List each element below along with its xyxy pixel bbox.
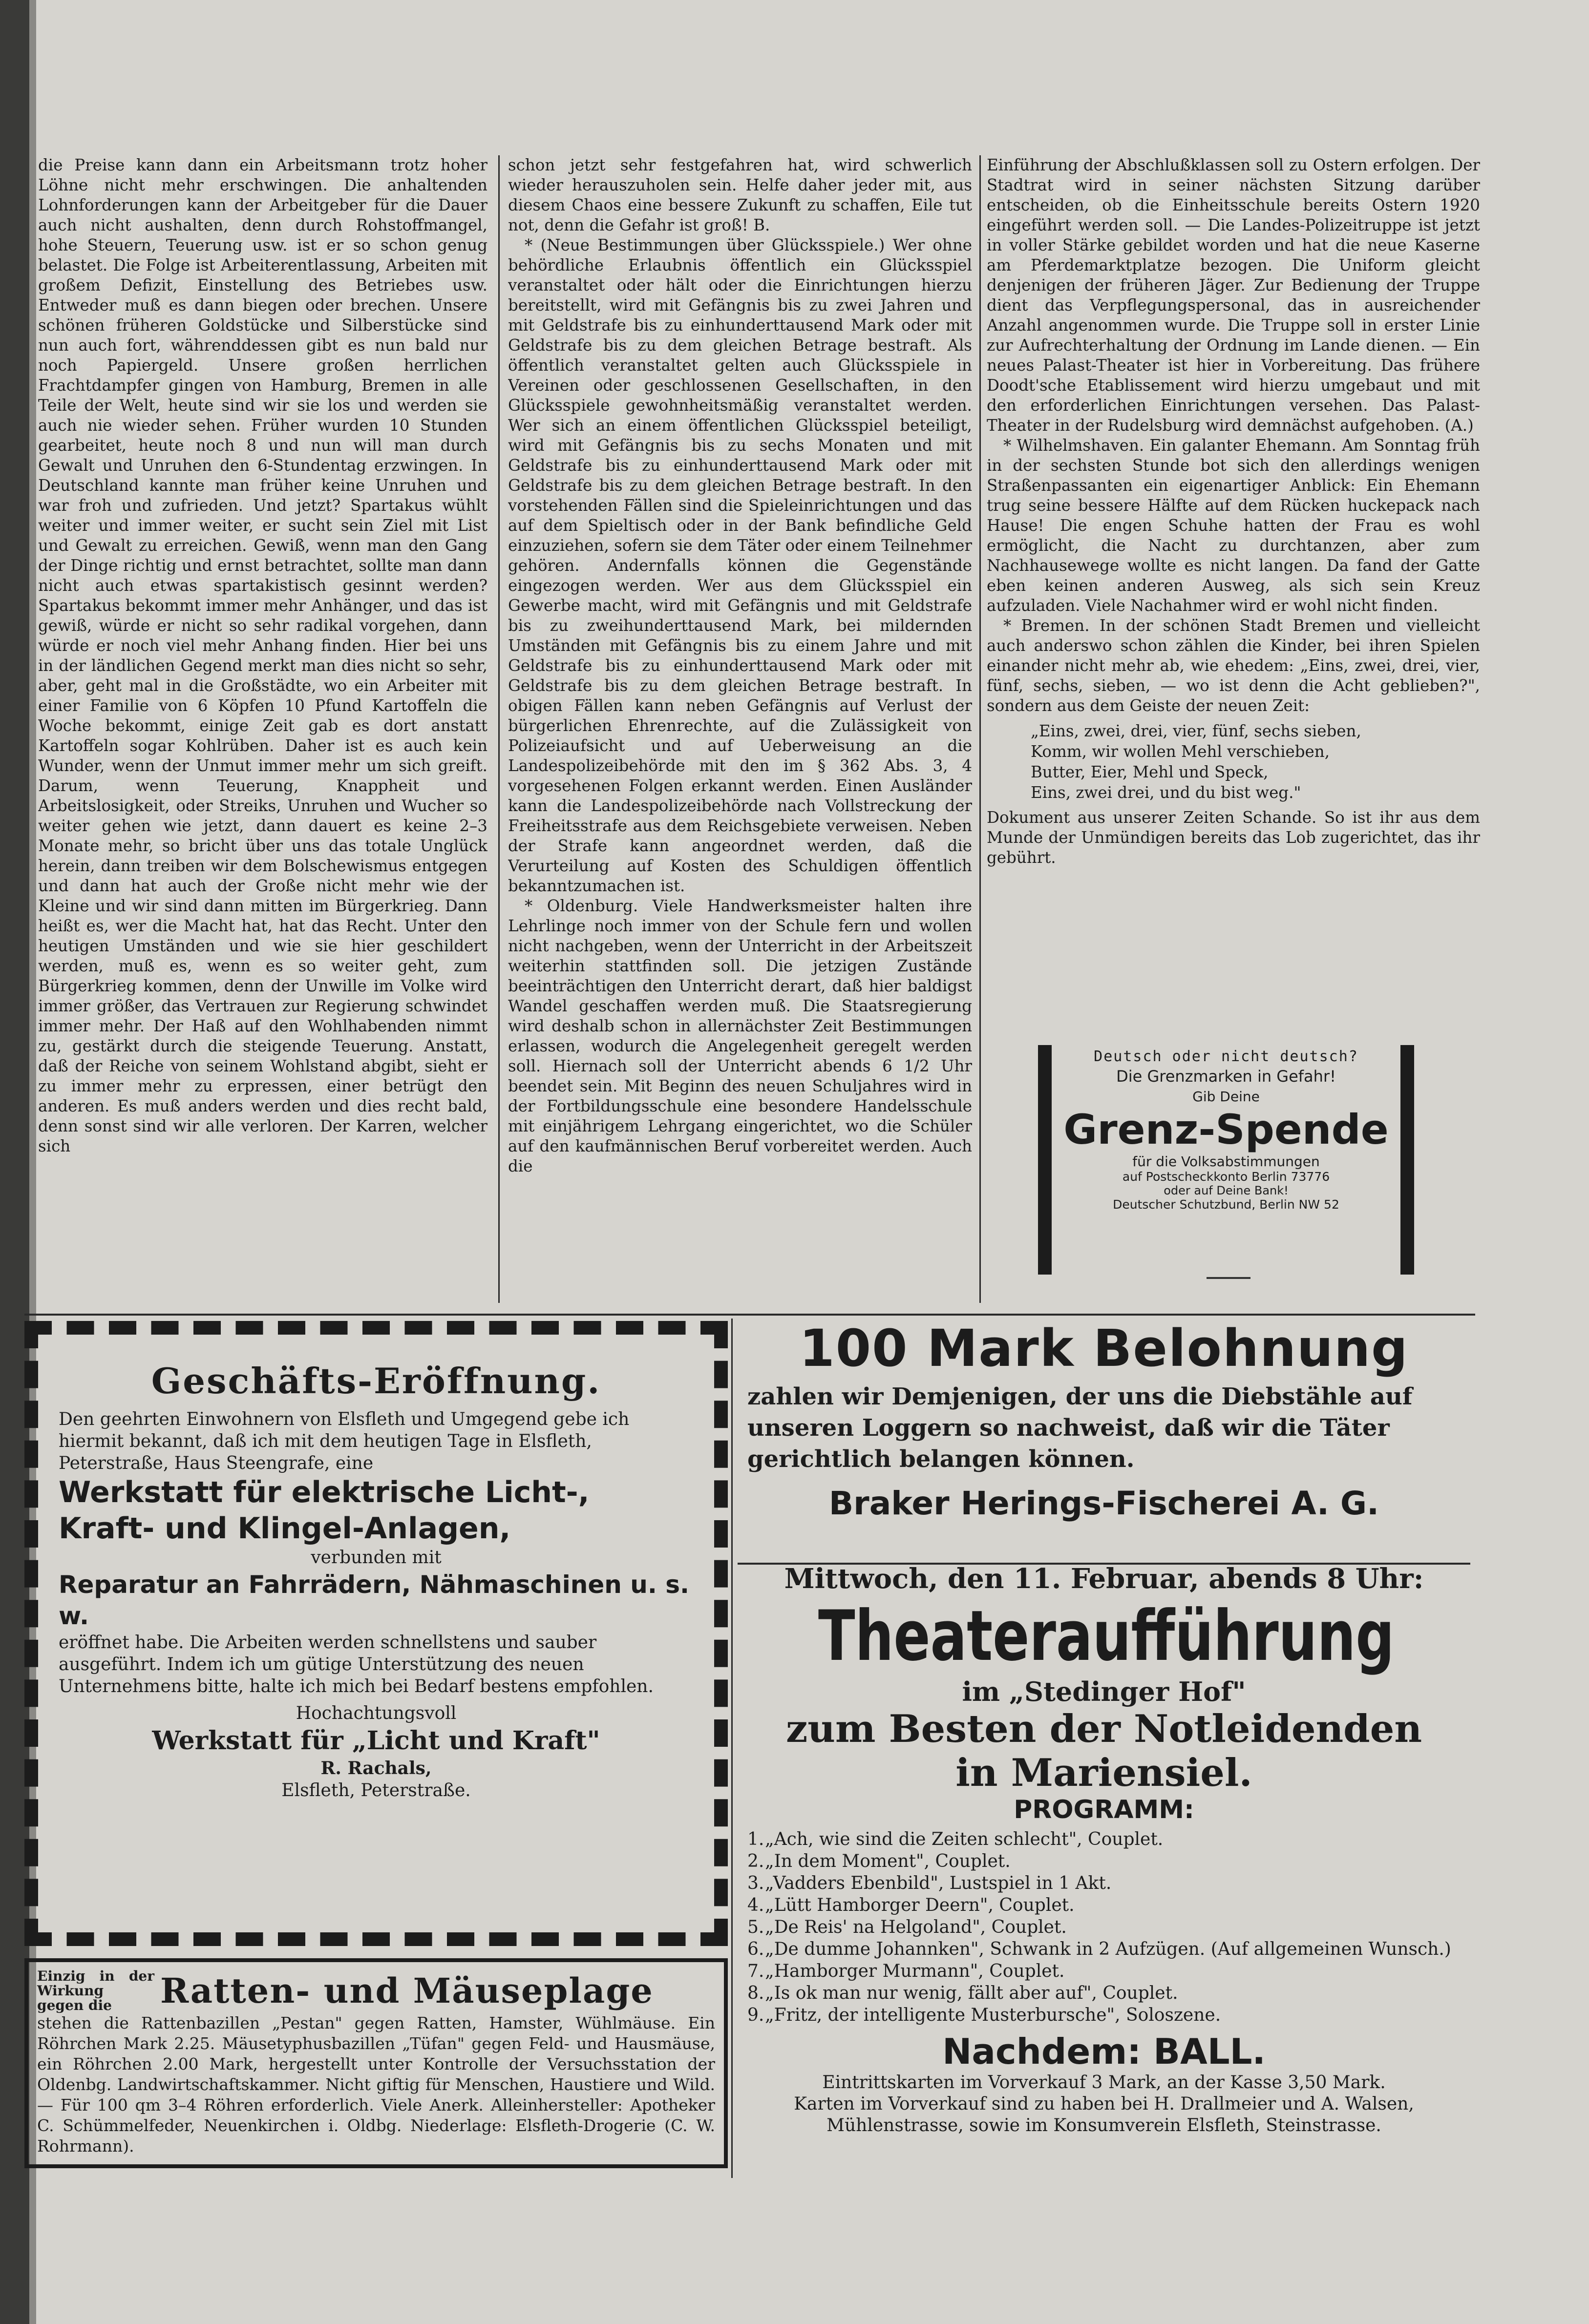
ad-headline: Werkstatt für elektrische Licht-, Kraft- und Klingel-Anlagen,: [59, 1475, 590, 1546]
ad-signature-name: R. Rachals,: [320, 1758, 432, 1779]
program-item: 6.„De dumme Johannken", Schwank in 2 Aufzügen. (Auf allgemeinen Wunsch.): [747, 1939, 1451, 1959]
ad-venue: im „Stedinger Hof": [962, 1676, 1246, 1707]
ad-line: für die Volksabstimmungen: [1132, 1153, 1320, 1170]
article-column-3: [987, 155, 1480, 1029]
ad-prefix: Einzig in der Wirkung gegen die: [37, 1968, 154, 2013]
article-paragraph: * (Neue Bestimmungen über Glücksspiele.) Wer ohne behördliche Erlaubnis öffentlich ein Glücksspiel veranstaltet oder hält oder die Einrichtungen hierzu bereitstellt, wird mit Gefängnis bis zu zwei Jahren und mit Geldstrafe bis zu einhunderttausend Mark oder mit Geldstrafe bis zu dem gleichen Betrage bestraft. Als öffentlich veranstaltet gelten auch Glücksspiele in Vereinen oder geschlossenen Gesellschaften, in den Glücksspiele gewohnheitsmäßig veranstaltet werden. Wer sich an einem öffentlichen Glücksspiel beteiligt, wird mit Gefängnis bis zu sechs Monaten und mit Geldstrafe bis zu einhunderttausend Mark oder mit Geldstrafe bis zu dem gleichen Betrage bestraft. In den vorstehenden Fällen sind die Spieleinrichtungen und das auf dem Spieltisch oder in der Bank befindliche Geld einzuziehen, sofern sie dem Täter oder einem Teilnehmer gehören. Andernfalls können die Gegenstände eingezogen werden. Wer aus dem Glücksspiel ein Gewerbe macht, wird mit Gefängnis und mit Geldstrafe bis zu zweihunderttausend Mark, bei mildernden Umständen mit Gefängnis bis zu einem Jahre und mit Geldstrafe bis zu einhunderttausend Mark oder mit Geldstrafe bis zu dem gleichen Betrage bestraft. In obigen Fällen kann neben Gefängnis auf Verlust der bürgerlichen Ehrenrechte, auf die Zulässigkeit von Polizeiaufsicht und auf Ueberweisung an die Landespolizeibehörde mit den im § 362 Abs. 3, 4 vorgesehenen Folgen erkannt werden. Einen Ausländer kann die Landespolizeibehörde nach Vollstreckung der Freiheitsstrafe aus dem Reichsgebiete verweisen. Neben der Strafe kann angeordnet werden, daß die Verurteilung auf Kosten des Schuldigen öffentlich bekanntzumachen ist.: [508, 236, 972, 895]
ad-content: [59, 1360, 694, 1802]
ratten-plage-ad: [24, 1958, 728, 2168]
article-paragraph: die Preise kann dann ein Arbeitsmann trotz hoher Löhne nicht mehr erschwingen. Die anhaltenden Lohnforderungen kann der Arbeitgeber für die Dauer auch nicht aushalten, denn durch Rohstoffmangel, hohe Steuern, Teuerung usw. ist er so schon genug belastet. Die Folge ist Arbeiterentlassung, Arbeiten mit großem Defizit, Einstellung des Betriebes usw. Entweder muß es dann biegen oder brechen. Unsere schönen früheren Goldstücke und Silberstücke sind nun auch fort, währenddessen gibt es nun bald nur noch Papiergeld. Unsere großen herrlichen Frachtdampfer gingen von Hamburg, Bremen in alle Teile der Welt, heute sind wir sie los und werden sie auch nie wieder sehen. Früher wurden 10 Stunden gearbeitet, heute noch 8 und nun will man durch Gewalt und Unruhen den 6-Stundentag erzwingen. In Deutschland kannte man früher keine Unruhen und war froh und zufrieden. Und jetzt? Spartakus wühlt weiter und immer weiter, er sucht sein Ziel mit List und Gewalt zu erreichen. Gewiß, wenn man den Gang der Dinge richtig und ernst betrachtet, sollte man dann nicht auch etwas spartakistisch gesinnt werden? Spartakus bekommt immer mehr Anhänger, und das ist gewiß, würde er nicht so sehr radikal vorgehen, dann würde er noch viel mehr Anhang finden. Hier bei uns in der ländlichen Gegend merkt man dies nicht so sehr, aber, geht mal in die Großstädte, wo ein Arbeiter mit einer Familie von 6 Köpfen 10 Pfund Kartoffeln die Woche bekommt, einige Zeit gab es dort anstatt Kartoffeln sogar Kohlrüben. Daher ist es auch kein Wunder, wenn der Unmut immer mehr um sich greift. Darum, wenn Teuerung, Knappheit und Arbeitslosigkeit, oder Streiks, Unruhen und Wucher so weiter gehen wie jetzt, dann dauert es keine 2–3 Monate mehr, so bricht über uns das totale Unglück herein, dann treiben wir dem Bolschewismus entgegen und dann hat auch der Große nicht mehr wie der Kleine und wir sind dann mitten im Bürgerkrieg. Dann heißt es, wer die Macht hat, hat das Recht. Unter den heutigen Umständen und wie sie hier geschildert werden, muß es, wenn es so weiter geht, zum Bürgerkrieg kommen, denn der Unwille im Volke wird immer größer, das Vertrauen zur Regierung schwindet immer mehr. Der Haß auf den Wohlhabenden nimmt zu, gestärkt durch die steigende Teuerung. Anstatt, daß der Reiche von seinem Wohlstand abgibt, sieht er zu immer mehr zu erpressen, einer betrügt den anderen. Es muß anders werden und dies recht bald, denn sonst sind wir alle verloren. Der Karren, welcher sich: [38, 156, 487, 1155]
ad-line: oder auf Deine Bank!: [1164, 1184, 1289, 1197]
ad-sender: Braker Herings-Fischerei A. G.: [828, 1485, 1379, 1522]
program-item: 9.„Fritz, der intelligente Musterbursche", Soloszene.: [747, 2005, 1221, 2025]
divider-dash: [1207, 1277, 1250, 1279]
ad-signature: Werkstatt für „Licht und Kraft": [152, 1726, 600, 1756]
section-divider: [24, 1314, 1475, 1316]
ad-title: Geschäfts-Eröffnung.: [151, 1360, 601, 1402]
ad-greeting: Hochachtungsvoll: [296, 1703, 457, 1723]
ad-title: Ratten- und Mäuseplage: [160, 1970, 654, 2011]
program-item: 3.„Vadders Ebenbild", Lustspiel in 1 Akt.: [747, 1873, 1112, 1893]
ad-line: Deutsch oder nicht deutsch?: [1094, 1048, 1358, 1065]
program-item: 1.„Ach, wie sind die Zeiten schlecht", Couplet.: [747, 1829, 1164, 1849]
poem-line: Butter, Eier, Mehl und Speck,: [1031, 763, 1269, 781]
geschaefts-eroeffnung-ad: [24, 1321, 728, 1946]
article-paragraph: * Oldenburg. Viele Handwerksmeister halten ihre Lehrlinge noch immer von der Schule fern und wollen nicht nachgeben, wenn der Unterricht in der Arbeitszeit weiterhin stattfinden soll. Die jetzigen Zustände beeinträchtigen den Unterricht derart, daß hier baldigst Wandel geschaffen werden muß. Die Staatsregierung wird deshalb schon in allernächster Zeit Bestimmungen erlassen, wodurch die Angelegenheit geregelt werden soll. Hiernach soll der Unterricht abends 6 1/2 Uhr beendet sein. Mit Beginn des neuen Schuljahres wird in der Fortbildungsschule eine besondere Handelsschule mit einjährigem Lehrgang eingerichtet, wo die Schüler auf den kaufmännischen Beruf vorbereitet werden. Auch die: [508, 897, 972, 1175]
ad-text: Den geehrten Einwohnern von Elsfleth und Umgegend gebe ich hiermit bekannt, daß ich mit dem heutigen Tage in Elsfleth, Peterstraße, Haus Steengrafe, eine: [59, 1409, 630, 1473]
ads-divider: [731, 1319, 733, 2178]
ad-title: 100 Mark Belohnung: [799, 1319, 1409, 1378]
program-list: [742, 1828, 1470, 2026]
ad-purpose: zum Besten der Notleidenden: [785, 1707, 1422, 1751]
ad-title: Theateraufführung: [818, 1596, 1395, 1676]
poem-line: „Eins, zwei, drei, vier, fünf, sechs sieben,: [1031, 722, 1361, 740]
program-label: PROGRAMM:: [1014, 1795, 1194, 1824]
ad-title: Grenz-Spende: [1063, 1106, 1389, 1153]
ad-purpose: in Mariensiel.: [955, 1751, 1252, 1795]
ad-line: Die Grenzmarken in Gefahr!: [1116, 1067, 1336, 1086]
ad-text: zahlen wir Demjenigen, der uns die Diebstähle auf unseren Loggern so nachweist, daß wir die Täter gerichtlich belangen können.: [747, 1383, 1413, 1473]
ad-line: Deutscher Schutzbund, Berlin NW 52: [1113, 1197, 1339, 1212]
program-item: 7.„Hamborger Murmann", Couplet.: [747, 1961, 1065, 1981]
article-paragraph: * Bremen. In der schönen Stadt Bremen und vielleicht auch anderswo schon zählen die Kinder, bei ihren Spielen einander nicht mehr ab, wie ehedem: „Eins, zwei, drei, vier, fünf, sechs, sieben, — wo ist denn die Acht geblieben?", sondern aus dem Geiste der neuen Zeit:: [987, 616, 1480, 715]
article-paragraph: schon jetzt sehr festgefahren hat, wird schwerlich wieder herauszuholen sein. Helfe daher jeder mit, aus diesem Chaos eine bessere Zukunft zu schaffen, Eile tut not, denn die Gefahr ist groß! B.: [508, 156, 972, 234]
grenz-spende-ad: [1038, 1045, 1414, 1275]
ad-tickets: Eintrittskarten im Vorverkauf 3 Mark, an der Kasse 3,50 Mark.: [822, 2073, 1386, 2093]
article-column-2: [508, 155, 972, 1298]
ad-after: Nachdem: BALL.: [942, 2031, 1266, 2072]
ad-side-bar: [1400, 1045, 1414, 1275]
ad-text: verbunden mit: [311, 1548, 442, 1568]
poem: [1031, 721, 1480, 803]
article-paragraph: Dokument aus unserer Zeiten Schande. So ist ihr aus dem Munde der Unmündigen bereits das Lob zugerichtet, das ihr gebührt.: [987, 808, 1480, 867]
program-item: 8.„Is ok man nur wenig, fällt aber auf", Couplet.: [747, 1983, 1178, 2003]
column-divider: [979, 155, 981, 1303]
belohnung-ad: [738, 1319, 1470, 1563]
program-item: 5.„De Reis' na Helgoland", Couplet.: [747, 1917, 1067, 1937]
ad-text: eröffnet habe. Die Arbeiten werden schnellstens und sauber ausgeführt. Indem ich um gütige Unterstützung des neuen Unternehmens bitte, halte ich mich bei Bedarf bestens empfohlen.: [59, 1633, 654, 1696]
ad-tickets: Karten im Vorverkauf sind zu haben bei H. Drallmeier und A. Walsen, Mühlenstrasse, sowie im Konsumverein Elsfleth, Steinstrasse.: [794, 2094, 1414, 2136]
ad-headline: Reparatur an Fahrrädern, Nähmaschinen u. s. w.: [59, 1570, 690, 1630]
ad-line: Gib Deine: [1192, 1089, 1260, 1105]
ad-line: auf Postscheckkonto Berlin 73776: [1122, 1170, 1330, 1184]
ad-text: stehen die Rattenbazillen „Pestan" gegen Ratten, Hamster, Wühlmäuse. Ein Röhrchen Mark 2.25. Mäusetyphusbazillen „Tüfan" gegen Feld- und Hausmäuse, ein Röhrchen 2.00 Mark, hergestellt unter Kontrolle der Versuchsstation der Oldenbg. Landwirtschaftskammer. Nicht giftig für Menschen, Haustiere und Wild. — Für 100 qm 3–4 Röhren erforderlich. Viele Anerk. Alleinhersteller: Apotheker C. Schümmelfeder, Neuenkirchen i. Oldbg. Niederlage: Elsfleth-Drogerie (C. W. Rohrmann).: [37, 2013, 715, 2156]
program-item: 4.„Lütt Hamborger Deern", Couplet.: [747, 1895, 1075, 1915]
ad-side-bar: [1038, 1045, 1052, 1275]
article-column-1: [38, 155, 487, 1298]
ad-date: Mittwoch, den 11. Februar, abends 8 Uhr:: [784, 1563, 1424, 1595]
ad-signature-address: Elsfleth, Peterstraße.: [281, 1780, 471, 1801]
article-paragraph: * Wilhelmshaven. Ein galanter Ehemann. Am Sonntag früh in der sechsten Stunde bot sich den allerdings wenigen Straßenpassanten ein eigenartiger Anblick: Ein Ehemann trug seine bessere Hälfte auf dem Rücken huckepack nach Hause! Die engen Schuhe hatten der Frau es wohl ermöglicht, die Nacht zu durchtanzen, aber zum Nachhausewege wollte es nicht langen. Da fand der Gatte eben keinen anderen Ausweg, als sich sein Kreuz aufzuladen. Viele Nachahmer wird er wohl nicht finden.: [987, 436, 1480, 615]
program-item: 2.„In dem Moment", Couplet.: [747, 1851, 1011, 1871]
theater-ad: [738, 1563, 1470, 2178]
column-divider: [498, 155, 500, 1303]
poem-line: Eins, zwei drei, und du bist weg.": [1031, 783, 1301, 802]
poem-line: Komm, wir wollen Mehl verschieben,: [1031, 742, 1330, 761]
article-paragraph: Einführung der Abschlußklassen soll zu Ostern erfolgen. Der Stadtrat wird in seiner nächsten Sitzung darüber entscheiden, ob die Einheitsschule bereits Ostern 1920 eingeführt werden soll. — Die Landes-Polizeitruppe ist jetzt in voller Stärke gebildet worden und hat die neue Kaserne am Pferdemarktplatze bezogen. Die Uniform gleicht denjenigen der früheren Jäger. Zur Bedienung der Truppe dient das Verpflegungspersonal, das in ausreichender Anzahl angenommen wurde. Die Truppe soll in erster Linie zur Aufrechterhaltung der Ordnung im Lande dienen. — Ein neues Palast-Theater ist hier in Vorbereitung. Das frühere Doodt'sche Etablissement wird hierzu umgebaut und mit den erforderlichen Einrichtungen versehen. Das Palast-Theater in der Rudelsburg wird demnächst aufgehoben. (A.): [987, 156, 1480, 435]
